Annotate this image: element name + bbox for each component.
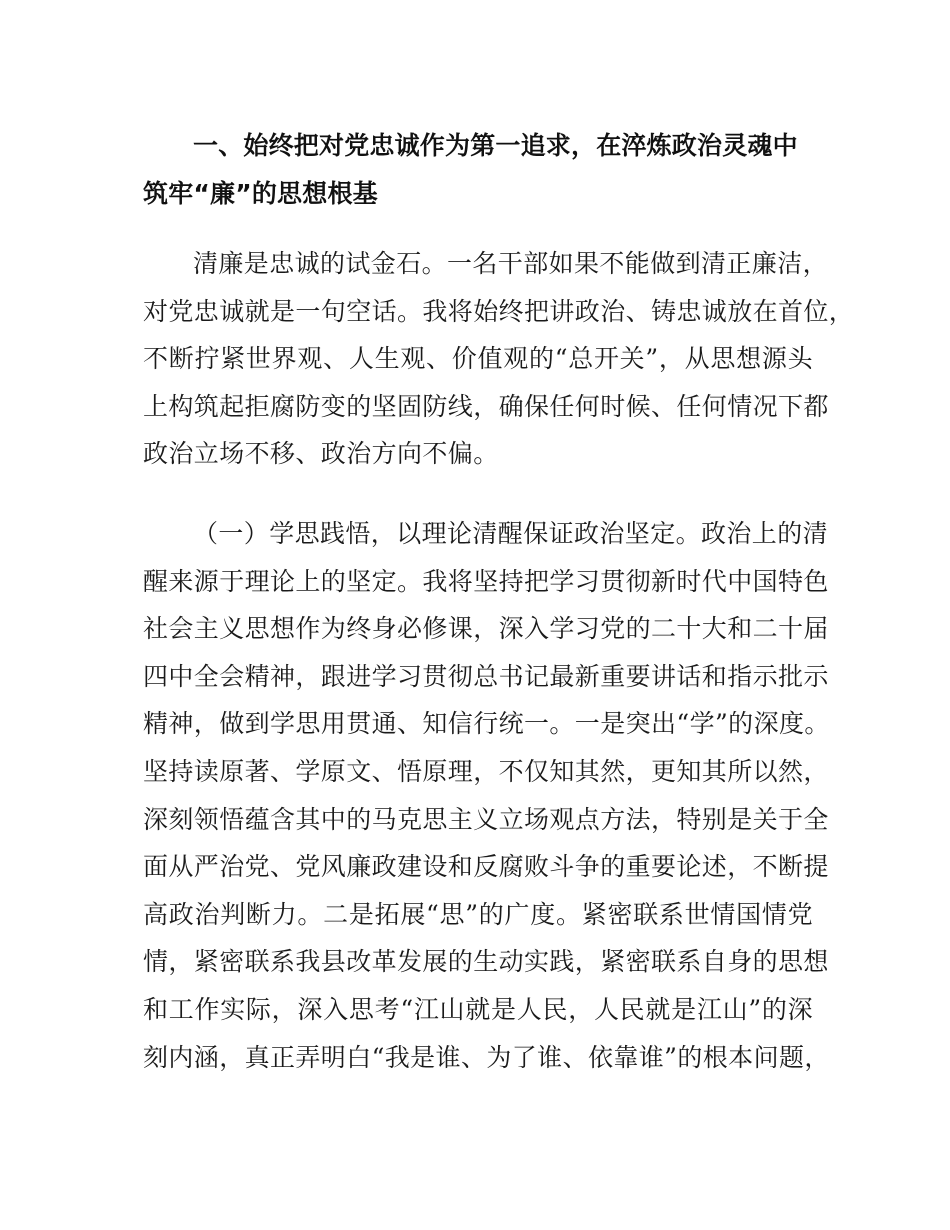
paragraph-line: 精神，做到学思用贯通、知信行统一。一是突出“学”的深度。: [143, 709, 830, 739]
paragraph-subsection-1: [143, 510, 830, 1081]
paragraph-line: 政治立场不移、政治方向不偏。: [143, 439, 499, 469]
paragraph-line: 四中全会精神，跟进学习贯彻总书记最新重要讲话和指示批示: [143, 661, 829, 691]
paragraph-line: 对党忠诚就是一句空话。我将始终把讲政治、铸忠诚放在首位，: [143, 296, 855, 326]
paragraph-line: 高政治判断力。二是拓展“思”的广度。紧密联系世情国情党: [143, 899, 813, 929]
section-heading: 一、始终把对党忠诚作为第一追求，在淬炼政治灵魂中筑牢“廉”的思想根基: [143, 131, 798, 208]
paragraph-line: （一）学思践悟，以理论清醒保证政治坚定。政治上的清: [193, 519, 829, 548]
paragraph-line: 刻内涵，真正弄明白“我是谁、为了谁、依靠谁”的根本问题，: [143, 1042, 830, 1072]
paragraph-intro: [143, 240, 855, 478]
paragraph-line: 醒来源于理论上的坚定。我将坚持把学习贯彻新时代中国特色: [143, 566, 829, 596]
paragraph-line: 上构筑起拒腐防变的坚固防线，确保任何时候、任何情况下都: [143, 391, 829, 421]
paragraph-line: 和工作实际，深入思考“江山就是人民，人民就是江山”的深: [143, 994, 813, 1024]
paragraph-line: 面从严治党、党风廉政建设和反腐败斗争的重要论述，不断提: [143, 852, 829, 882]
paragraph-line: 不断拧紧世界观、人生观、价值观的“总开关”，从思想源头: [143, 344, 813, 374]
paragraph-line: 深刻领悟蕴含其中的马克思主义立场观点方法，特别是关于全: [143, 804, 829, 834]
paragraph-line: 社会主义思想作为终身必修课，深入学习党的二十大和二十届: [143, 614, 829, 644]
paragraph-line: 情，紧密联系我县改革发展的生动实践，紧密联系自身的思想: [143, 947, 829, 977]
paragraph-line: 清廉是忠诚的试金石。一名干部如果不能做到清正廉洁，: [193, 249, 829, 278]
paragraph-line: 坚持读原著、学原文、悟原理，不仅知其然，更知其所以然，: [143, 756, 829, 786]
